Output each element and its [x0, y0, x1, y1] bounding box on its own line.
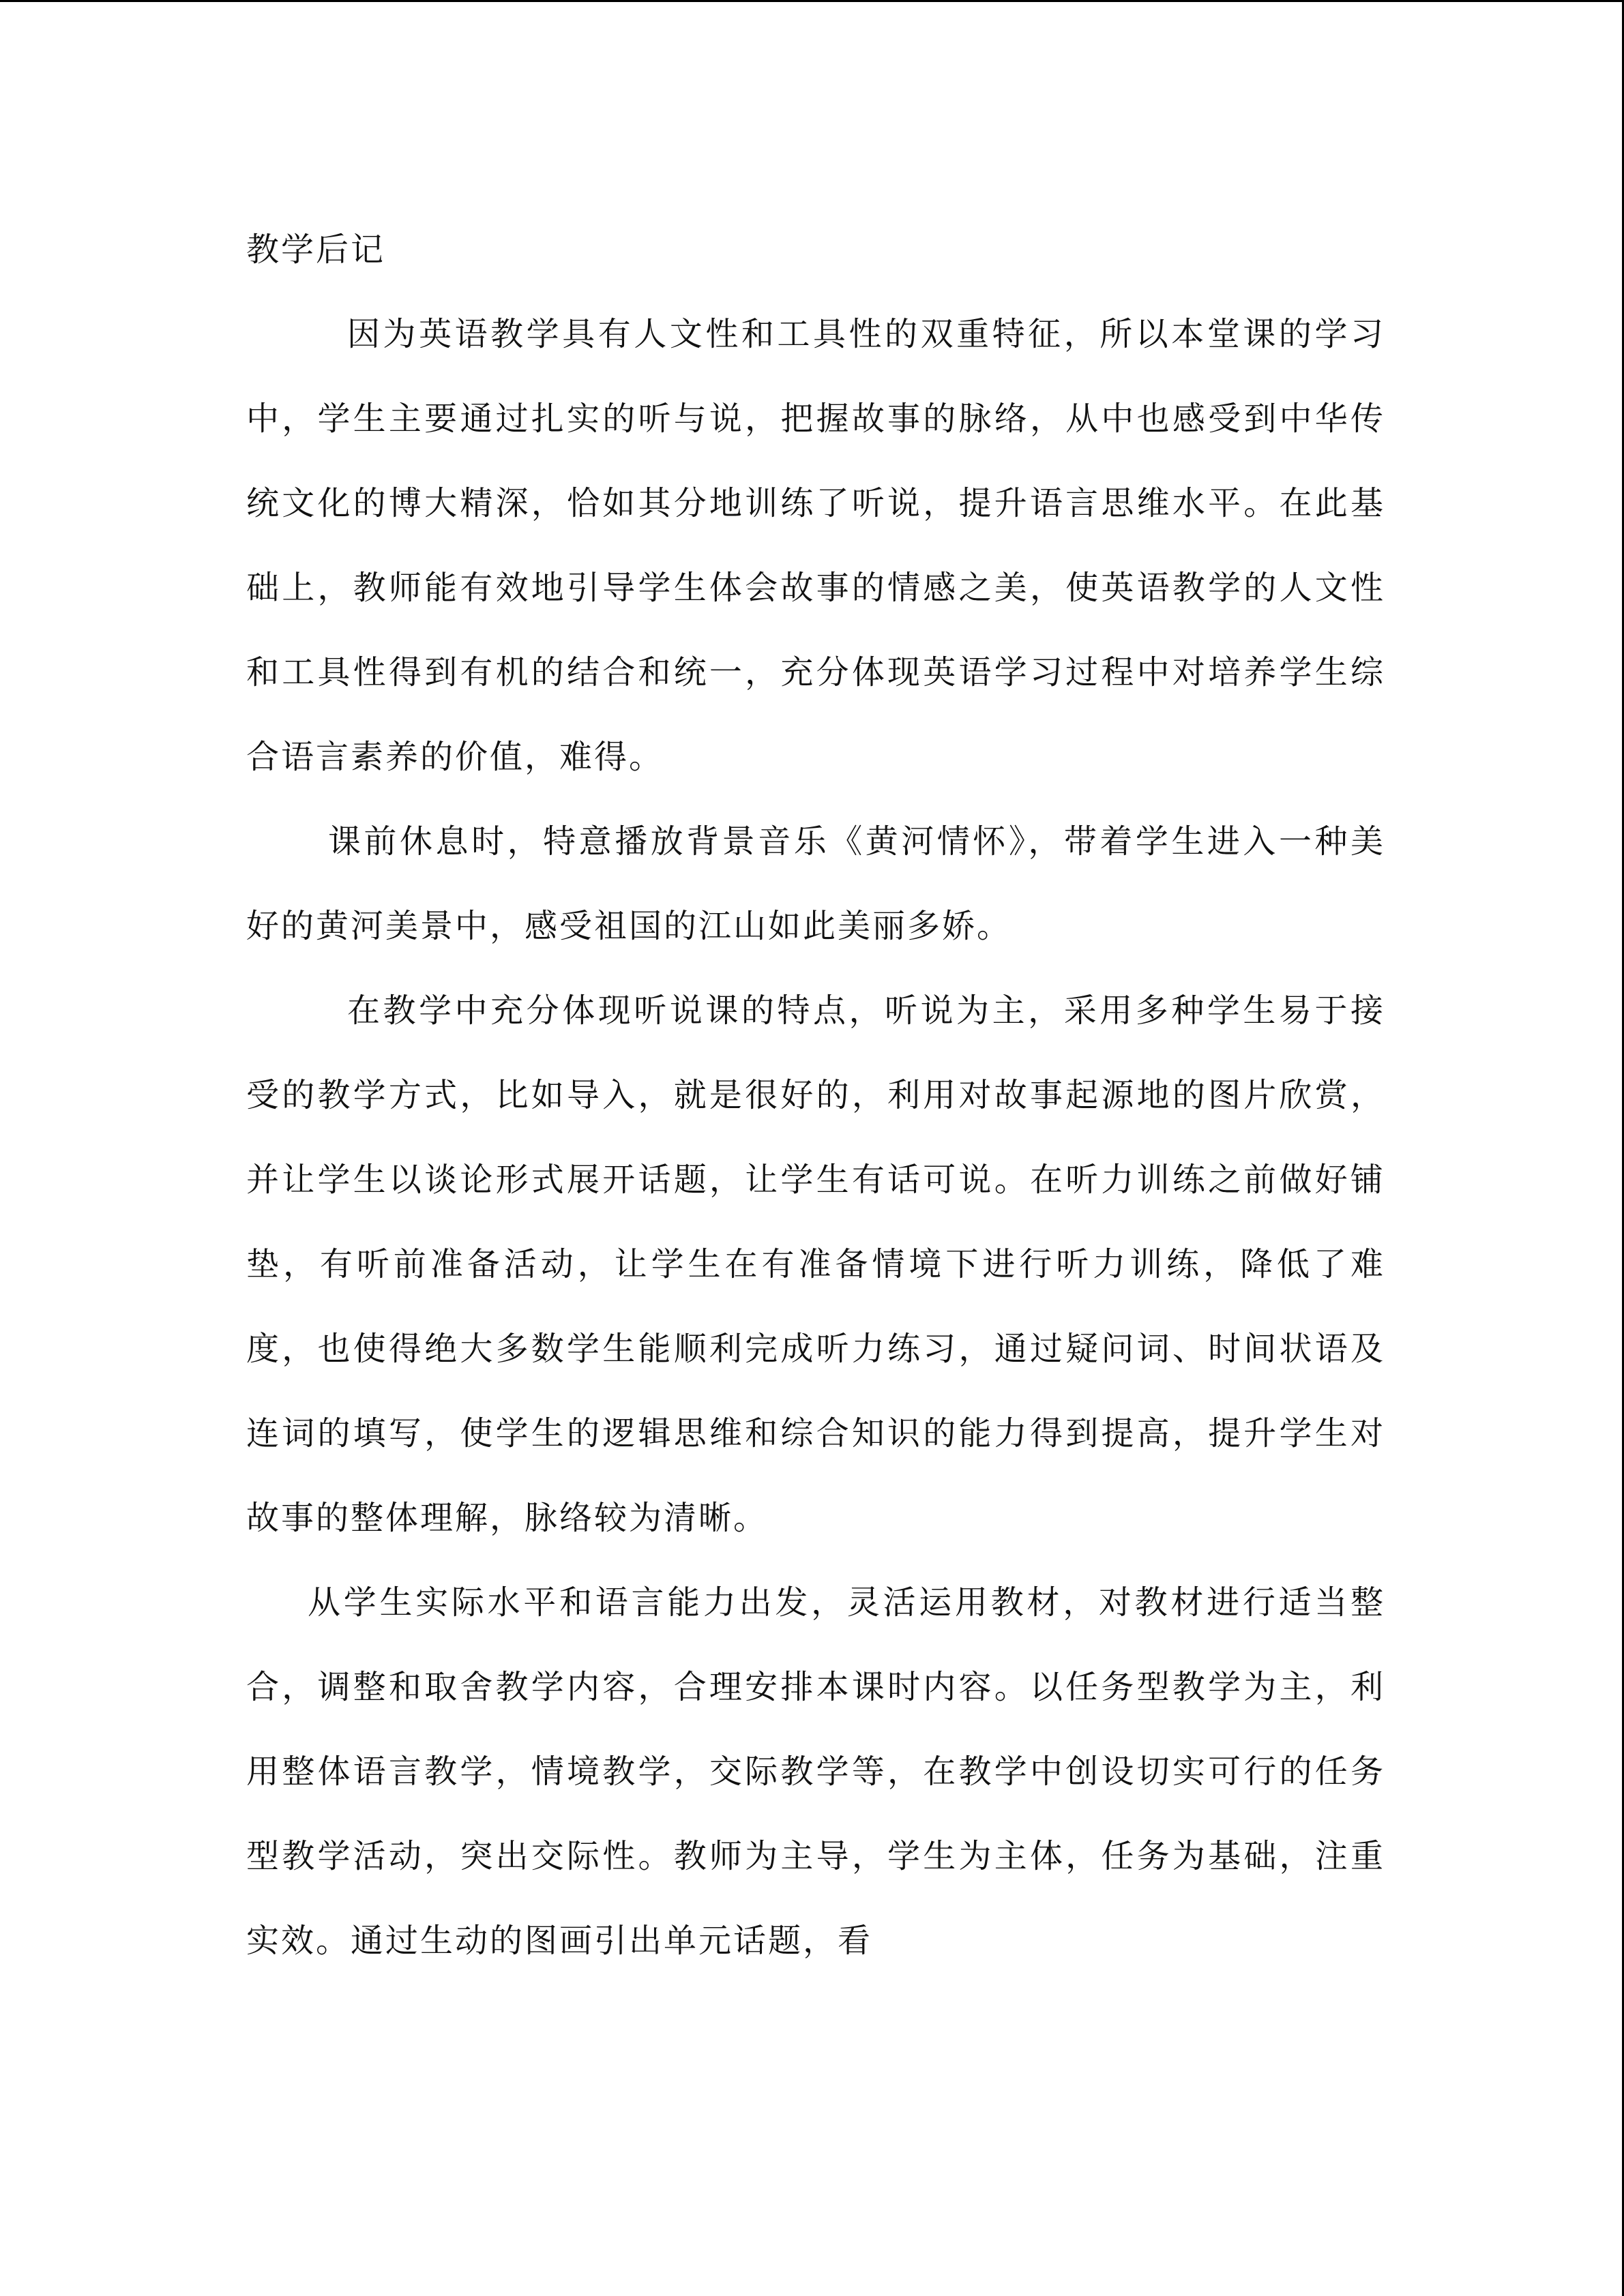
- page-top-border: [0, 0, 1624, 2]
- paragraph-2: 课前休息时，特意播放背景音乐《黄河情怀》，带着学生进入一种美好的黄河美景中，感受祖国的江山如此美丽多娇。: [246, 822, 1385, 945]
- paragraph-4: 从学生实际水平和语言能力出发，灵活运用教材，对教材进行适当整合，调整和取舍教学内容，合理安排本课时内容。以任务型教学为主，利用整体语言教学，情境教学，交际教学等，在教学中创设切实可行的任务型教学活动，突出交际性。教师为主导，学生为主体，任务为基础，注重实效。通过生动的图画引出单元话题，看: [246, 1583, 1385, 1960]
- document-body: [246, 207, 1385, 1983]
- paragraph-3: 在教学中充分体现听说课的特点，听说为主，采用多种学生易于接受的教学方式，比如导入，就是很好的，利用对故事起源地的图片欣赏，并让学生以谈论形式展开话题，让学生有话可说。在听力训练之前做好铺垫，有听前准备活动，让学生在有准备情境下进行听力训练，降低了难度，也使得绝大多数学生能顺利完成听力练习，通过疑问词、时间状语及连词的填写，使学生的逻辑思维和综合知识的能力得到提高，提升学生对故事的整体理解，脉络较为清晰。: [246, 992, 1385, 1537]
- paragraph-1: 因为英语教学具有人文性和工具性的双重特征，所以本堂课的学习中，学生主要通过扎实的听与说，把握故事的脉络，从中也感受到中华传统文化的博大精深，恰如其分地训练了听说，提升语言思维水平。在此基础上，教师能有效地引导学生体会故事的情感之美，使英语教学的人文性和工具性得到有机的结合和统一，充分体现英语学习过程中对培养学生综合语言素养的价值，难得。: [246, 315, 1385, 776]
- document-title: 教学后记: [246, 230, 386, 269]
